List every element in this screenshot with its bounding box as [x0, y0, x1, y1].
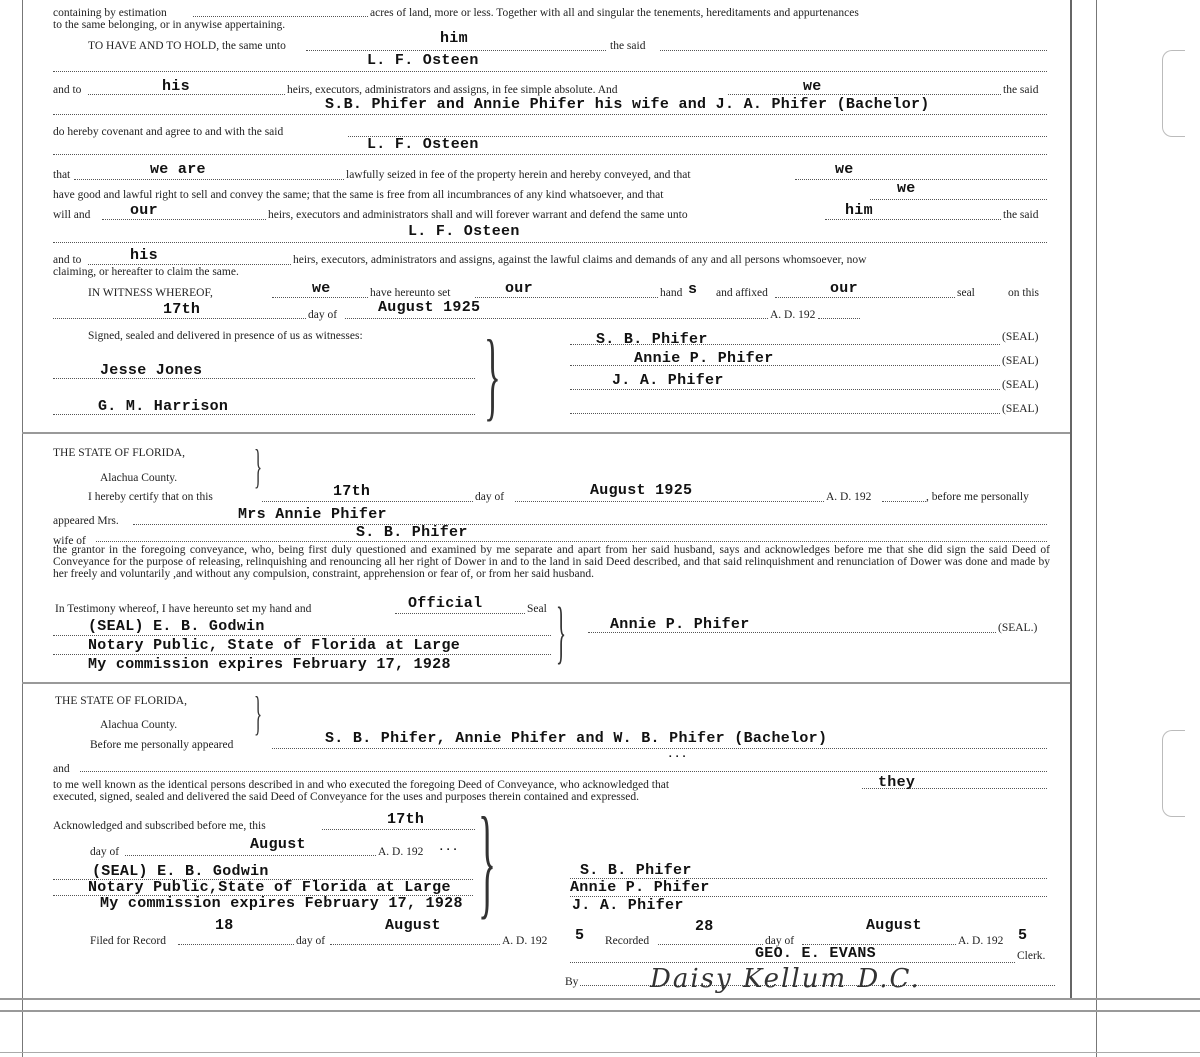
brace: } [254, 687, 263, 740]
typed-we: we [312, 280, 331, 297]
printed-text: TO HAVE AND TO HOLD, the same unto [88, 40, 286, 52]
typed-we: we [835, 161, 854, 178]
section-divider [22, 682, 1070, 684]
signature-line [570, 344, 1000, 345]
printed-text: A. D. 192 [958, 935, 1004, 947]
printed-text: Clerk. [1017, 950, 1046, 962]
printed-text: wife of [53, 535, 86, 547]
typed-husband: S. B. Phifer [356, 524, 468, 541]
state-heading: THE STATE OF FLORIDA, [55, 695, 187, 707]
printed-text: the said [1003, 209, 1039, 221]
blank-line [53, 318, 306, 319]
blank-line [825, 219, 1001, 220]
blank-line [818, 318, 860, 319]
blank-line [53, 71, 1047, 72]
blank-line [80, 771, 1047, 772]
blank-line [728, 94, 1001, 95]
typed-his: his [130, 247, 158, 264]
blank-line [53, 114, 1047, 115]
typed-we: we [803, 78, 822, 95]
printed-text: have hereunto set [370, 287, 451, 299]
typed-day: 17th [333, 483, 371, 500]
printed-text: lawfully seized in fee of the property herein and hereby conveyed, and that [346, 169, 691, 181]
printed-text: will and [53, 209, 91, 221]
signature-line [570, 389, 1000, 390]
printed-text: do hereby covenant and agree to and with the said [53, 126, 284, 138]
blank-line [272, 748, 1047, 749]
blank-line [178, 944, 294, 945]
binder-tab [1162, 730, 1185, 817]
printed-text: By [565, 976, 579, 988]
printed-text: Recorded [605, 935, 650, 947]
signer-name: S. B. Phifer [580, 862, 692, 879]
typed-hand-s: s [688, 281, 698, 298]
printed-text: have good and lawful right to sell and convey the same; that the same is free from all incumbrances of any kind whatsoever, and that [53, 189, 664, 201]
printed-text: Seal [527, 603, 547, 615]
blank-line [882, 501, 926, 502]
bottom-rule [0, 998, 1200, 1000]
signature-line [570, 413, 1000, 414]
typed-grantee: L. F. Osteen [367, 52, 479, 69]
signer-name: Annie P. Phifer [610, 616, 750, 633]
blank-line [330, 944, 500, 945]
printed-text: A. D. 192 [378, 846, 424, 858]
typed-day: 17th [163, 301, 201, 318]
signer-name: S. B. Phifer [596, 331, 708, 348]
signature-line [588, 632, 996, 633]
typed-recorded-day: 28 [695, 918, 714, 935]
typed-month-year: August 1925 [378, 299, 481, 316]
blank-line [53, 154, 1047, 155]
blank-line [870, 199, 1047, 200]
typed-filed-month: August [385, 917, 441, 934]
printed-text: , before me personally [926, 491, 1029, 503]
typed-they: they [878, 774, 916, 791]
signer-name: Annie P. Phifer [634, 350, 774, 367]
clerk-name: GEO. E. EVANS [755, 945, 876, 962]
printed-text: executed, signed, sealed and delivered the said Deed of Conveyance for the uses and purposes therein contained and expressed. [53, 791, 639, 803]
typed-filed-year: 5 [575, 927, 585, 944]
printed-text: and affixed [716, 287, 768, 299]
seal-label: (SEAL) [1002, 331, 1039, 343]
printed-text: the said [610, 40, 646, 52]
state-heading: THE STATE OF FLORIDA, [53, 447, 185, 459]
printed-text: and to [53, 84, 82, 96]
printed-text: Filed for Record [90, 935, 167, 947]
typed-ellipsis: ... [667, 749, 688, 761]
blank-line [88, 264, 291, 265]
bottom-rule [0, 1052, 1200, 1053]
notary-title: Notary Public,State of Florida at Large [88, 879, 451, 896]
blank-line [133, 524, 1047, 525]
printed-text: heirs, executors, administrators and assigns, against the lawful claims and demands of any and all persons whomsoever, now [293, 254, 867, 266]
witness-name: Jesse Jones [100, 362, 203, 379]
typed-filed-day: 18 [215, 917, 234, 934]
printed-text: day of [296, 935, 326, 947]
printed-text: appeared Mrs. [53, 515, 119, 527]
blank-line [515, 501, 824, 502]
notary-commission: My commission expires February 17, 1928 [88, 656, 451, 673]
blank-line [322, 829, 475, 830]
witness-line [53, 378, 475, 379]
printed-text: In Testimony whereof, I have hereunto set my hand and [55, 603, 312, 615]
printed-text: acres of land, more or less. Together with all and singular the tenements, hereditaments and appurtenances [370, 7, 859, 19]
blank-line [475, 297, 658, 298]
brace: } [254, 440, 263, 493]
blank-line [74, 179, 344, 180]
printed-text: A. D. 192 [770, 309, 816, 321]
typed-we: we [897, 180, 916, 197]
printed-text: and [53, 763, 70, 775]
typed-ellipsis: ... [438, 842, 459, 854]
printed-text: heirs, executors, administrators and assigns, in fee simple absolute. And [287, 84, 618, 96]
signature-line [570, 365, 1000, 366]
typed-recorded-month: August [866, 917, 922, 934]
outer-right-border [1096, 0, 1097, 1057]
printed-text: that [53, 169, 71, 181]
printed-text: day of [765, 935, 795, 947]
blank-line [272, 297, 368, 298]
printed-text: heirs, executors and administrators shall and will forever warrant and defend the same unto [268, 209, 688, 221]
printed-text: A. D. 192 [826, 491, 872, 503]
signer-name: J. A. Phifer [572, 897, 684, 914]
blank-line [795, 179, 1047, 180]
binder-tab [1162, 50, 1185, 137]
typed-grantee: L. F. Osteen [408, 223, 520, 240]
signer-name: Annie P. Phifer [570, 879, 710, 896]
printed-text: Before me personally appeared [90, 739, 234, 751]
printed-text: and to [53, 254, 82, 266]
printed-text: seal [957, 287, 975, 299]
blank-line [658, 944, 763, 945]
signer-name: J. A. Phifer [612, 372, 724, 389]
blank-line [193, 16, 368, 17]
typed-our: our [130, 202, 158, 219]
printed-text: day of [308, 309, 338, 321]
seal-label: (SEAL.) [998, 622, 1038, 634]
blank-line [395, 613, 525, 614]
typed-him: him [845, 202, 873, 219]
seal-label: (SEAL) [1002, 379, 1039, 391]
bottom-rule [0, 1010, 1200, 1012]
seal-label: (SEAL) [1002, 355, 1039, 367]
printed-text: IN WITNESS WHEREOF, [88, 287, 213, 299]
notary-name: (SEAL) E. B. Godwin [92, 863, 269, 880]
printed-text: to the same belonging, or in anywise appertaining. [53, 19, 286, 31]
printed-text: Signed, sealed and delivered in presence of us as witnesses: [88, 330, 363, 342]
blank-line [660, 50, 1047, 51]
notary-commission: My commission expires February 17, 1928 [100, 895, 463, 912]
blank-line [775, 297, 955, 298]
county-heading: Alachua County. [100, 719, 178, 731]
blank-line [102, 219, 266, 220]
brace: } [484, 319, 501, 430]
witness-name: G. M. Harrison [98, 398, 229, 415]
typed-we-are: we are [150, 161, 206, 178]
deputy-clerk-signature: Daisy Kellum D.C. [650, 964, 921, 994]
printed-text: containing by estimation [53, 7, 167, 19]
right-border [1070, 0, 1072, 1000]
blank-line [125, 855, 376, 856]
dower-paragraph: the grantor in the foregoing conveyance, who, being first duly questioned and examined by me separate and apart from her said husband, says and acknowledges before me that she did sign the said Deed of Conveyance for the purpose of releasing, relinquishing and renouncing all her right of Dower in and to the land in said Deed described, and that said relinquishment and renunciation of Dower was done and made by her freely and voluntarily ,and without any compulsion, constraint, apprehension or fear of, or from her said husband. [53, 544, 1050, 580]
printed-text: to me well known as the identical persons described in and who executed the foregoing Deed of Conveyance, who acknowledged that [53, 779, 670, 791]
printed-text: Acknowledged and subscribed before me, this [53, 820, 266, 832]
printed-text: day of [90, 846, 120, 858]
brace: } [478, 793, 496, 931]
notary-name: (SEAL) E. B. Godwin [88, 618, 265, 635]
typed-day: 17th [387, 811, 425, 828]
typed-grantee-pronoun: him [440, 30, 468, 47]
printed-text: the said [1003, 84, 1039, 96]
typed-persons: S. B. Phifer, Annie Phifer and W. B. Phifer (Bachelor) [325, 730, 828, 747]
printed-text: claiming, or hereafter to claim the same. [53, 266, 239, 278]
blank-line [262, 501, 473, 502]
blank-line [96, 541, 1047, 542]
section-divider [22, 432, 1070, 434]
typed-our: our [830, 280, 858, 297]
typed-grantors: S.B. Phifer and Annie Phifer his wife and J. A. Phifer (Bachelor) [325, 96, 930, 113]
blank-line [53, 635, 551, 636]
typed-month-year: August 1925 [590, 482, 693, 499]
signature-line [570, 962, 1015, 963]
brace: } [556, 594, 567, 671]
witness-line [53, 414, 475, 415]
printed-text: day of [475, 491, 505, 503]
blank-line [53, 242, 1047, 243]
blank-line [306, 50, 606, 51]
printed-text: A. D. 192 [502, 935, 548, 947]
typed-wife-name: Mrs Annie Phifer [238, 506, 387, 523]
typed-recorded-year: 5 [1018, 927, 1028, 944]
seal-label: (SEAL) [1002, 403, 1039, 415]
typed-grantee: L. F. Osteen [367, 136, 479, 153]
printed-text: on this [1008, 287, 1039, 299]
printed-text: hand [660, 287, 683, 299]
blank-line [345, 318, 768, 319]
notary-title: Notary Public, State of Florida at Large [88, 637, 461, 654]
typed-month: August [250, 836, 306, 853]
typed-our: our [505, 280, 533, 297]
typed-his: his [162, 78, 190, 95]
printed-text: I hereby certify that on this [88, 491, 213, 503]
left-border [22, 0, 23, 1057]
county-heading: Alachua County. [100, 472, 178, 484]
blank-line [53, 654, 551, 655]
typed-official: Official [408, 595, 483, 612]
